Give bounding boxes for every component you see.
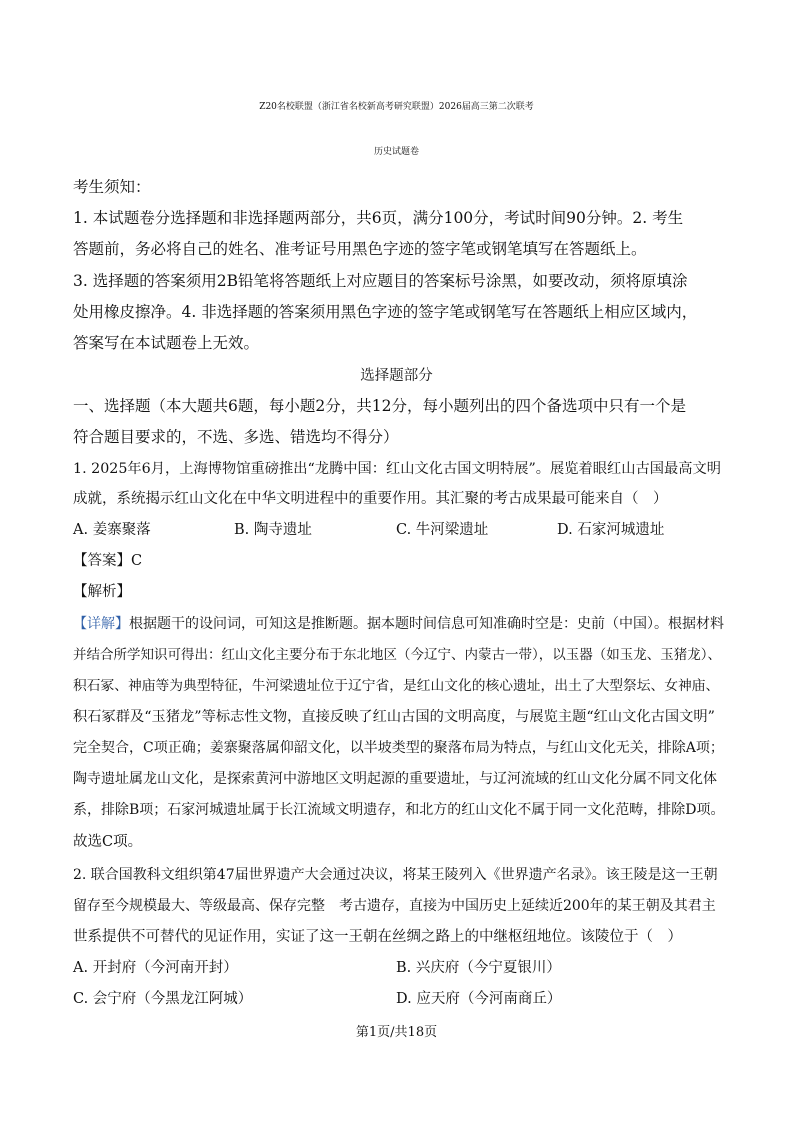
q1-detail-line: 故选C项。 [73, 834, 143, 850]
detail-text: 根据题干的设问词，可知这是推断题。据本题时间信息可知准确时空是：史前（中国）。根据材料 [129, 616, 724, 632]
q1-option-a: A. 姜寨聚落 [73, 522, 151, 538]
notice-heading: 考生须知： [73, 178, 151, 196]
q2-option-b: B. 兴庆府（今宁夏银川） [396, 960, 561, 976]
q1-detail-line: 系，排除B项；石家河城遗址属于长江流域文明遗存，和北方的红山文化不属于同一文化范畴，排除D项。 [73, 802, 725, 818]
q2-option-a: A. 开封府（今河南开封） [73, 960, 238, 976]
q1-stem: 1. 2025年6月，上海博物馆重磅推出“龙腾中国：红山文化古国文明特展”。展览着眼红山古国最高文明 [73, 461, 722, 477]
q1-detail-line: 完全契合，C项正确；姜寨聚落属仰韶文化，以半坡类型的聚落布局为特点，与红山文化无关，排除A项； [73, 740, 724, 756]
q2-stem: 2. 联合国教科文组织第47届世界遗产大会通过决议，将某王陵列入《世界遗产名录》。该王陵是这一王朝 [73, 867, 718, 883]
q1-detail-line [73, 614, 724, 634]
q1-analysis-label: 【解析】 [73, 584, 131, 600]
q1-stem: 成就，系统揭示红山文化在中华文明进程中的重要作用。其汇聚的考古成果最可能来自（ ） [73, 491, 668, 507]
section-intro: 一、选择题（本大题共6题，每小题2分，共12分，每小题列出的四个备选项中只有一个是 [73, 397, 686, 415]
notice-line: 3. 选择题的答案须用2B铅笔将答题纸上对应题目的答案标号涂黑，如要改动，须将原填涂 [73, 272, 688, 290]
notice-line: 答案写在本试题卷上无效。 [73, 334, 260, 352]
q2-option-c: C. 会宁府（今黑龙江阿城） [73, 991, 253, 1007]
q2-stem: 留存至今规模最大、等级最高、保存完整 考古遗存，直接为中国历史上延续近200年的某王朝及其君主 [73, 898, 716, 914]
section-title: 选择题部分 [360, 368, 433, 384]
notice-line: 答题前，务必将自己的姓名、准考证号用黑色字迹的签字笔或钢笔填写在答题纸上。 [73, 240, 647, 258]
q1-option-d: D. 石家河城遗址 [557, 522, 665, 538]
q1-option-c: C. 牛河梁遗址 [396, 522, 489, 538]
detail-tag: 【详解】 [73, 616, 129, 632]
notice-line: 1. 本试题卷分选择题和非选择题两部分，共6页，满分100分，考试时间90分钟。2. 考生 [73, 209, 684, 227]
section-intro: 符合题目要求的，不选、多选、错选均不得分） [73, 428, 399, 446]
q2-stem: 世系提供不可替代的见证作用，实证了这一王朝在丝绸之路上的中继枢纽地位。该陵位于（ ） [73, 929, 682, 945]
q2-option-d: D. 应天府（今河南商丘） [396, 991, 562, 1007]
q1-detail-line: 并结合所学知识可得出：红山文化主要分布于东北地区（今辽宁、内蒙古一带），以玉器（如玉龙、玉猪龙）、 [73, 647, 721, 663]
notice-line: 处用橡皮擦净。4. 非选择题的答案须用黑色字迹的签字笔或钢笔写在答题纸上相应区域内， [73, 303, 698, 321]
q1-detail-line: 陶寺遗址属龙山文化，是探索黄河中游地区文明起源的重要遗址，与辽河流域的红山文化分属不同文化体 [73, 771, 717, 787]
exam-title: Z20名校联盟（浙江省名校新高考研究联盟）2026届高三第二次联考 [259, 102, 534, 112]
exam-subtitle: 历史试题卷 [373, 147, 419, 157]
q1-answer: 【答案】C [73, 553, 143, 569]
page-number: 第1页/共18页 [355, 1025, 438, 1040]
q1-detail-line: 积石冢、神庙等为典型特征，牛河梁遗址位于辽宁省，是红山文化的核心遗址，出土了大型祭坛、女神庙、 [73, 678, 720, 694]
q1-detail-line: 积石冢群及“玉猪龙”等标志性文物，直接反映了红山古国的文明高度，与展览主题“红山文化古国文明” [73, 709, 715, 725]
q1-option-b: B. 陶寺遗址 [234, 522, 312, 538]
